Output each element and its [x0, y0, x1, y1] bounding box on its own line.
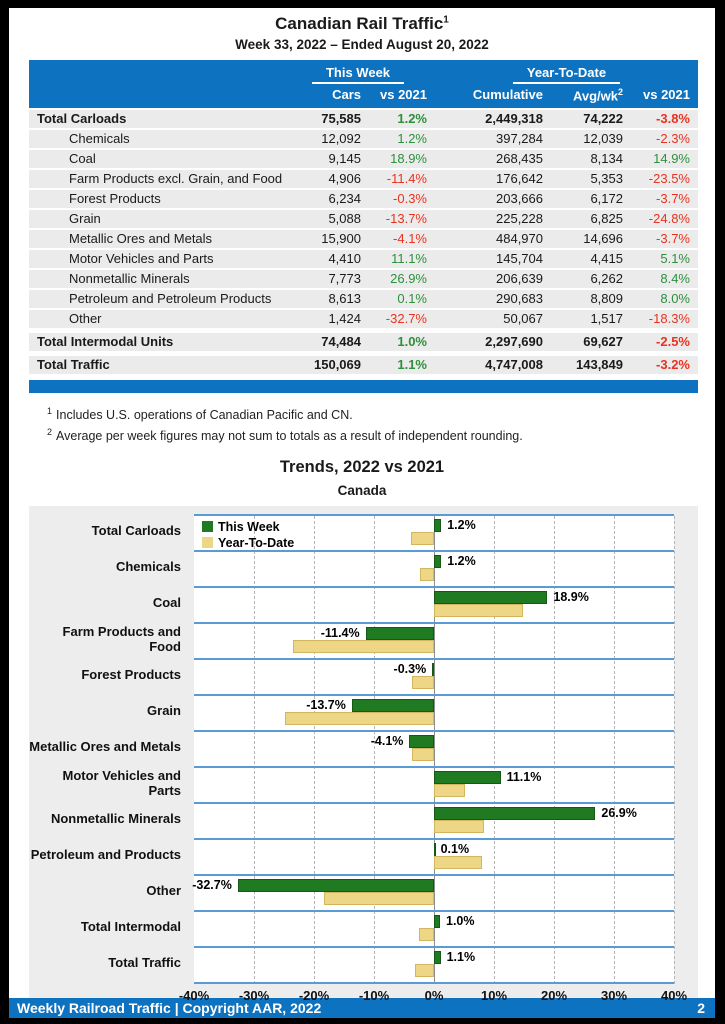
cell-cars: 12,092	[321, 131, 361, 147]
cell-commodity: Farm Products excl. Grain, and Food	[69, 171, 283, 187]
cell-commodity: Total Traffic	[37, 357, 110, 373]
year-to-date-bar	[412, 676, 434, 689]
trends-chart	[29, 506, 698, 1003]
this-week-bar	[434, 519, 441, 532]
footer-text: Weekly Railroad Traffic | Copyright AAR, 2022	[17, 999, 322, 1016]
cell-thisweek-vs2021: -11.4%	[386, 171, 427, 187]
bar-value-label: 1.2%	[447, 517, 476, 532]
cell-cumulative: 50,067	[503, 311, 543, 327]
bar-value-label: 1.1%	[446, 949, 476, 964]
cell-commodity: Grain	[69, 211, 101, 227]
cell-ytd-vs2021: -3.7%	[656, 231, 690, 247]
chart-band	[194, 552, 674, 588]
footnote-marker: 2	[47, 427, 53, 438]
category-label: Forest Products	[81, 667, 181, 683]
cell-ytd-vs2021: 5.1%	[660, 251, 690, 267]
table-header-groups	[29, 60, 698, 86]
cell-thisweek-vs2021: 1.2%	[397, 111, 427, 127]
cell-commodity: Motor Vehicles and Parts	[69, 251, 214, 267]
chart-band	[194, 768, 674, 804]
table-row	[29, 230, 698, 248]
bar-value-label: 11.1%	[506, 769, 542, 784]
cell-cars: 9,145	[328, 151, 361, 167]
table-row	[29, 210, 698, 228]
year-to-date-bar	[420, 568, 434, 581]
cell-ytd-vs2021: -2.5%	[656, 334, 690, 350]
header-group-year-to-date: Year-To-Date	[435, 65, 698, 86]
cell-ytd-vs2021: -24.8%	[648, 211, 690, 227]
cell-thisweek-vs2021: -32.7%	[385, 311, 427, 327]
col-header-tw-vs2021: vs 2021	[380, 87, 427, 102]
year-to-date-bar	[324, 892, 434, 905]
col-header-cars: Cars	[332, 87, 361, 102]
cell-thisweek-vs2021: 11.1%	[391, 251, 427, 267]
cell-avgwk: 6,262	[590, 271, 623, 287]
this-week-bar	[352, 699, 434, 712]
footnotes	[47, 401, 698, 443]
cell-cumulative: 203,666	[496, 191, 543, 207]
year-to-date-bar	[411, 532, 434, 545]
chart-legend	[202, 519, 294, 551]
header-spacer	[29, 87, 281, 103]
bar-value-label: -4.1%	[370, 733, 404, 748]
year-to-date-bar	[419, 928, 434, 941]
cell-commodity: Chemicals	[69, 131, 130, 147]
cell-ytd-vs2021: -23.5%	[648, 171, 690, 187]
cell-thisweek-vs2021: -0.3%	[393, 191, 427, 207]
cell-cars: 15,900	[321, 231, 361, 247]
cell-cars: 75,585	[321, 111, 361, 127]
cell-commodity: Petroleum and Petroleum Products	[69, 291, 272, 307]
cell-cars: 1,424	[328, 311, 361, 327]
cell-cars: 4,410	[328, 251, 361, 267]
gridline	[674, 516, 675, 984]
cell-avgwk: 143,849	[576, 357, 623, 373]
cell-cars: 74,484	[321, 334, 361, 350]
year-to-date-bar	[415, 964, 434, 977]
this-week-bar	[434, 843, 436, 856]
cell-commodity: Nonmetallic Minerals	[69, 271, 190, 287]
cell-ytd-vs2021: 14.9%	[653, 151, 690, 167]
cell-avgwk: 14,696	[583, 231, 623, 247]
cell-thisweek-vs2021: -4.1%	[393, 231, 427, 247]
category-label: Farm Products and Food	[62, 624, 181, 654]
cell-thisweek-vs2021: 1.0%	[397, 334, 427, 350]
this-week-bar	[432, 663, 434, 676]
this-week-bar	[238, 879, 434, 892]
cell-cars: 4,906	[328, 171, 361, 187]
year-to-date-bar	[434, 604, 523, 617]
table-header-columns	[29, 86, 698, 108]
chart-band	[194, 948, 674, 984]
cell-avgwk: 1,517	[590, 311, 623, 327]
axis-tick-label: 20%	[540, 987, 568, 1003]
report-subtitle: Week 33, 2022 – Ended August 20, 2022	[235, 37, 489, 52]
cell-commodity: Forest Products	[69, 191, 161, 207]
bar-value-label: 26.9%	[601, 805, 637, 820]
axis-tick-label: -10%	[358, 987, 390, 1003]
category-label: Nonmetallic Minerals	[50, 811, 181, 827]
table-row	[29, 110, 698, 128]
category-label: Petroleum and Products	[30, 847, 181, 863]
footnote	[47, 406, 698, 422]
chart-band	[194, 696, 674, 732]
year-to-date-bar	[285, 712, 434, 725]
bar-value-label: 1.2%	[447, 553, 476, 568]
axis-tick-label: 30%	[600, 987, 628, 1003]
category-label: Total Intermodal	[80, 919, 181, 935]
footnote-text: Includes U.S. operations of Canadian Pacific and CN.	[56, 408, 353, 423]
page-title-text: Canadian Rail Traffic	[275, 14, 444, 33]
cell-avgwk: 69,627	[583, 334, 623, 350]
cell-commodity: Metallic Ores and Metals	[69, 231, 213, 247]
category-label: Metallic Ores and Metals	[29, 739, 181, 755]
cell-commodity: Total Carloads	[37, 111, 127, 127]
chart-band	[194, 804, 674, 840]
cell-thisweek-vs2021: 1.2%	[397, 131, 427, 147]
this-week-bar	[434, 807, 595, 820]
this-week-bar	[366, 627, 434, 640]
cell-ytd-vs2021: 8.0%	[660, 291, 690, 307]
axis-tick-label: -40%	[178, 987, 210, 1003]
page-title	[9, 14, 715, 34]
this-week-bar	[434, 771, 501, 784]
cell-cumulative: 2,297,690	[485, 334, 543, 350]
x-axis	[178, 987, 688, 1008]
axis-tick-label: -20%	[298, 987, 330, 1003]
cell-cumulative: 484,970	[496, 231, 543, 247]
cell-avgwk: 6,172	[590, 191, 623, 207]
chart-band	[194, 732, 674, 768]
axis-tick-label: 0%	[424, 987, 444, 1003]
cell-cumulative: 145,704	[496, 251, 543, 267]
this-week-bar	[434, 915, 440, 928]
plot-area	[194, 514, 674, 984]
bar-value-label: -13.7%	[306, 697, 346, 712]
cell-thisweek-vs2021: 18.9%	[390, 151, 427, 167]
year-to-date-bar	[412, 748, 434, 761]
this-week-bar	[434, 951, 441, 964]
header-group-this-week: This Week	[281, 65, 435, 86]
footnote-marker: 1	[47, 406, 53, 417]
chart-band	[194, 840, 674, 876]
cell-cars: 6,234	[328, 191, 361, 207]
bar-value-label: -11.4%	[320, 625, 360, 640]
bar-value-label: 18.9%	[553, 589, 589, 604]
table-body	[29, 110, 698, 374]
legend-item	[202, 519, 294, 535]
table-row	[29, 190, 698, 208]
table-row	[29, 130, 698, 148]
table-row	[29, 333, 698, 351]
cell-cumulative: 2,449,318	[485, 111, 543, 127]
cell-avgwk: 8,134	[590, 151, 623, 167]
cell-ytd-vs2021: -3.2%	[656, 357, 690, 373]
header-spacer	[29, 65, 281, 86]
col-header-avgwk: Avg/$wk^2$	[572, 87, 623, 104]
data-table	[29, 60, 698, 393]
cell-thisweek-vs2021: 1.1%	[397, 357, 427, 373]
cell-thisweek-vs2021: 0.1%	[397, 291, 427, 307]
this-week-bar	[434, 591, 547, 604]
year-to-date-bar	[434, 820, 484, 833]
table-header	[29, 60, 698, 108]
cell-thisweek-vs2021: -13.7%	[385, 211, 427, 227]
axis-tick-label: 10%	[480, 987, 508, 1003]
cell-cars: 8,613	[328, 291, 361, 307]
bar-value-label: 1.0%	[446, 913, 475, 928]
category-label: Other	[146, 883, 181, 899]
table-row	[29, 290, 698, 308]
year-to-date-bar	[434, 784, 465, 797]
cell-commodity: Other	[69, 311, 102, 327]
chart-band	[194, 588, 674, 624]
cell-cumulative: 225,228	[496, 211, 543, 227]
chart-band	[194, 660, 674, 696]
this-week-bar	[434, 555, 441, 568]
cell-cumulative: 206,639	[496, 271, 543, 287]
table-row	[29, 270, 698, 288]
table-row	[29, 170, 698, 188]
cell-cars: 7,773	[328, 271, 361, 287]
report-page	[9, 8, 715, 1018]
footnote	[47, 427, 698, 443]
axis-tick-label: -30%	[238, 987, 270, 1003]
cell-thisweek-vs2021: 26.9%	[390, 271, 427, 287]
legend-swatch	[202, 537, 213, 548]
cell-commodity: Total Intermodal Units	[37, 334, 174, 350]
chart-band	[194, 624, 674, 660]
cell-avgwk: 12,039	[583, 131, 623, 147]
legend-item	[202, 535, 294, 551]
cell-ytd-vs2021: -3.8%	[656, 111, 690, 127]
bar-value-label: 0.1%	[440, 841, 470, 856]
title-footnote-marker: 1	[443, 14, 449, 26]
category-label: Total Traffic	[108, 955, 181, 971]
cell-cumulative: 397,284	[496, 131, 543, 147]
table-row	[29, 356, 698, 374]
category-label: Grain	[147, 703, 181, 719]
chart-title: Trends, 2022 vs 2021	[279, 457, 445, 476]
year-to-date-bar	[293, 640, 434, 653]
cell-ytd-vs2021: -2.3%	[656, 131, 690, 147]
table-row	[29, 310, 698, 328]
category-labels	[29, 514, 189, 982]
cell-avgwk: 74,222	[583, 111, 623, 127]
chart-band	[194, 912, 674, 948]
year-to-date-bar	[434, 856, 482, 869]
this-week-bar	[409, 735, 434, 748]
cell-ytd-vs2021: -18.3%	[648, 311, 690, 327]
category-label: Total Carloads	[91, 523, 181, 539]
category-label: Coal	[152, 595, 181, 611]
legend-label: Year-To-Date	[218, 535, 295, 550]
cell-cumulative: 4,747,008	[485, 357, 543, 373]
cell-cars: 150,069	[314, 357, 361, 373]
table-row	[29, 150, 698, 168]
category-label: Motor Vehicles and Parts	[62, 768, 181, 798]
cell-ytd-vs2021: -3.7%	[656, 191, 690, 207]
footnote-text: Average per week figures may not sum to totals as a result of independent rounding.	[56, 429, 523, 444]
cell-cumulative: 290,683	[496, 291, 543, 307]
avgwk-footnote-marker: 2	[617, 87, 623, 97]
chart-band	[194, 876, 674, 912]
cell-avgwk: 6,825	[590, 211, 623, 227]
category-label: Chemicals	[115, 559, 181, 575]
chart-subtitle: Canada	[337, 482, 387, 498]
col-header-cumulative: Cumulative	[472, 87, 543, 102]
cell-ytd-vs2021: 8.4%	[660, 271, 690, 287]
cell-commodity: Coal	[69, 151, 96, 167]
col-header-ytd-vs2021: vs 2021	[643, 87, 690, 102]
axis-tick-label: 40%	[660, 987, 688, 1003]
legend-swatch	[202, 521, 213, 532]
cell-cumulative: 268,435	[496, 151, 543, 167]
cell-avgwk: 8,809	[590, 291, 623, 307]
bar-value-label: -0.3%	[393, 661, 427, 676]
cell-cumulative: 176,642	[496, 171, 543, 187]
cell-cars: 5,088	[328, 211, 361, 227]
table-row	[29, 250, 698, 268]
legend-label: This Week	[218, 519, 280, 534]
footer-page-number: 2	[697, 999, 705, 1016]
cell-avgwk: 4,415	[590, 251, 623, 267]
bar-value-label: -32.7%	[192, 877, 232, 892]
table-bottom-divider	[29, 380, 698, 393]
cell-avgwk: 5,353	[590, 171, 623, 187]
